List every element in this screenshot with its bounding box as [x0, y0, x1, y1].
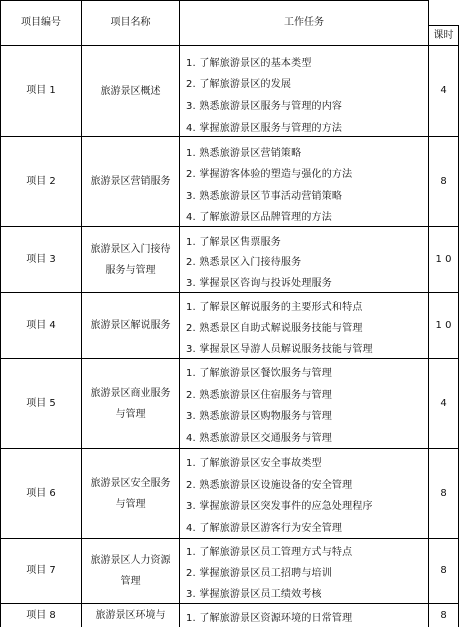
row-5-name: 旅游景区商业服务与管理: [90, 387, 171, 420]
row-5-hours: 4: [440, 397, 447, 409]
row-3-name: 旅游景区入门接待服务与管理: [90, 243, 171, 276]
row-1-hours: 4: [440, 85, 447, 96]
row-1-task: 4. 掌握旅游景区服务与管理的方法: [186, 123, 343, 134]
header-class-hours: 课时: [433, 29, 454, 41]
table-border-right: [458, 25, 459, 627]
row-2-id: 项目 2: [26, 175, 56, 187]
row-2-name: 旅游景区营销服务: [90, 176, 171, 187]
row-5-task: 3. 熟悉旅游景区购物服务与管理: [186, 411, 332, 422]
row-6-task: 1. 了解旅游景区安全事故类型: [186, 458, 322, 469]
row-4-id: 项目 4: [26, 319, 56, 331]
row-5-task: 1. 了解旅游景区餐饮服务与管理: [186, 368, 332, 379]
row-4-task: 1. 了解景区解说服务的主要形式和特点: [186, 302, 363, 313]
header-work-tasks: 工作任务: [284, 17, 324, 28]
row-3-task: 2. 熟悉景区入门接待服务: [186, 257, 302, 268]
row-5-task: 4. 熟悉旅游景区交通服务与管理: [186, 433, 332, 444]
row-4-name: 旅游景区解说服务: [90, 320, 171, 331]
row-1-name: 旅游景区概述: [100, 85, 161, 97]
row-3-id: 项目 3: [26, 253, 56, 265]
row-2-hours: 8: [440, 175, 447, 187]
header-project-id: 项目编号: [21, 17, 61, 28]
row-7-id: 项目 7: [26, 565, 56, 576]
row-5-id: 项目 5: [26, 397, 56, 409]
row-1-task: 3. 熟悉旅游景区服务与管理的内容: [186, 101, 343, 112]
row-4-task: 3. 掌握景区导游人员解说服务技能与管理: [186, 344, 373, 355]
row-3-task: 3. 掌握景区咨询与投诉处理服务: [186, 278, 332, 289]
row-6-task: 3. 掌握旅游景区突发事件的应急处理程序: [186, 501, 373, 512]
row-5-task: 2. 熟悉旅游景区住宿服务与管理: [186, 390, 332, 401]
column-divider: [179, 0, 180, 627]
row-7-hours: 8: [440, 565, 447, 576]
row-2-task: 4. 了解旅游景区品牌管理的方法: [186, 212, 332, 223]
row-2-task: 1. 熟悉旅游景区营销策略: [186, 148, 302, 159]
row-8-task: 1. 了解旅游景区资源环境的日常管理: [186, 613, 353, 624]
row-2-task: 3. 熟悉旅游景区节事活动营销策略: [186, 191, 343, 202]
row-6-id: 项目 6: [26, 487, 56, 499]
row-6-task: 4. 了解旅游景区游客行为安全管理: [186, 523, 343, 534]
row-7-name: 旅游景区人力资源管理: [90, 555, 171, 587]
row-3-hours: 1 0: [435, 253, 452, 265]
row-1-task: 2. 了解旅游景区的发展: [186, 79, 292, 90]
row-6-name: 旅游景区安全服务与管理: [90, 477, 171, 510]
row-6-task: 2. 熟悉旅游景区设施设备的安全管理: [186, 480, 353, 491]
row-2-task: 2. 掌握游客体验的塑造与强化的方法: [186, 169, 353, 180]
header-project-name: 项目名称: [110, 17, 151, 28]
row-4-task: 2. 熟悉景区自助式解说服务技能与管理: [186, 323, 363, 334]
row-1-task: 1. 了解旅游景区的基本类型: [186, 58, 312, 69]
row-3-task: 1. 了解景区售票服务: [186, 237, 281, 248]
row-7-task: 2. 掌握旅游景区员工招聘与培训: [186, 568, 332, 579]
row-8-id: 项目 8: [26, 609, 56, 621]
row-7-task: 1. 了解旅游景区员工管理方式与特点: [186, 547, 353, 558]
row-1-id: 项目 1: [26, 85, 56, 96]
row-8-hours: 8: [440, 609, 447, 621]
row-8-name: 旅游景区环境与: [95, 610, 166, 621]
row-4-hours: 1 0: [435, 319, 452, 331]
row-6-hours: 8: [440, 487, 447, 499]
row-7-task: 3. 掌握旅游景区员工绩效考核: [186, 589, 322, 600]
